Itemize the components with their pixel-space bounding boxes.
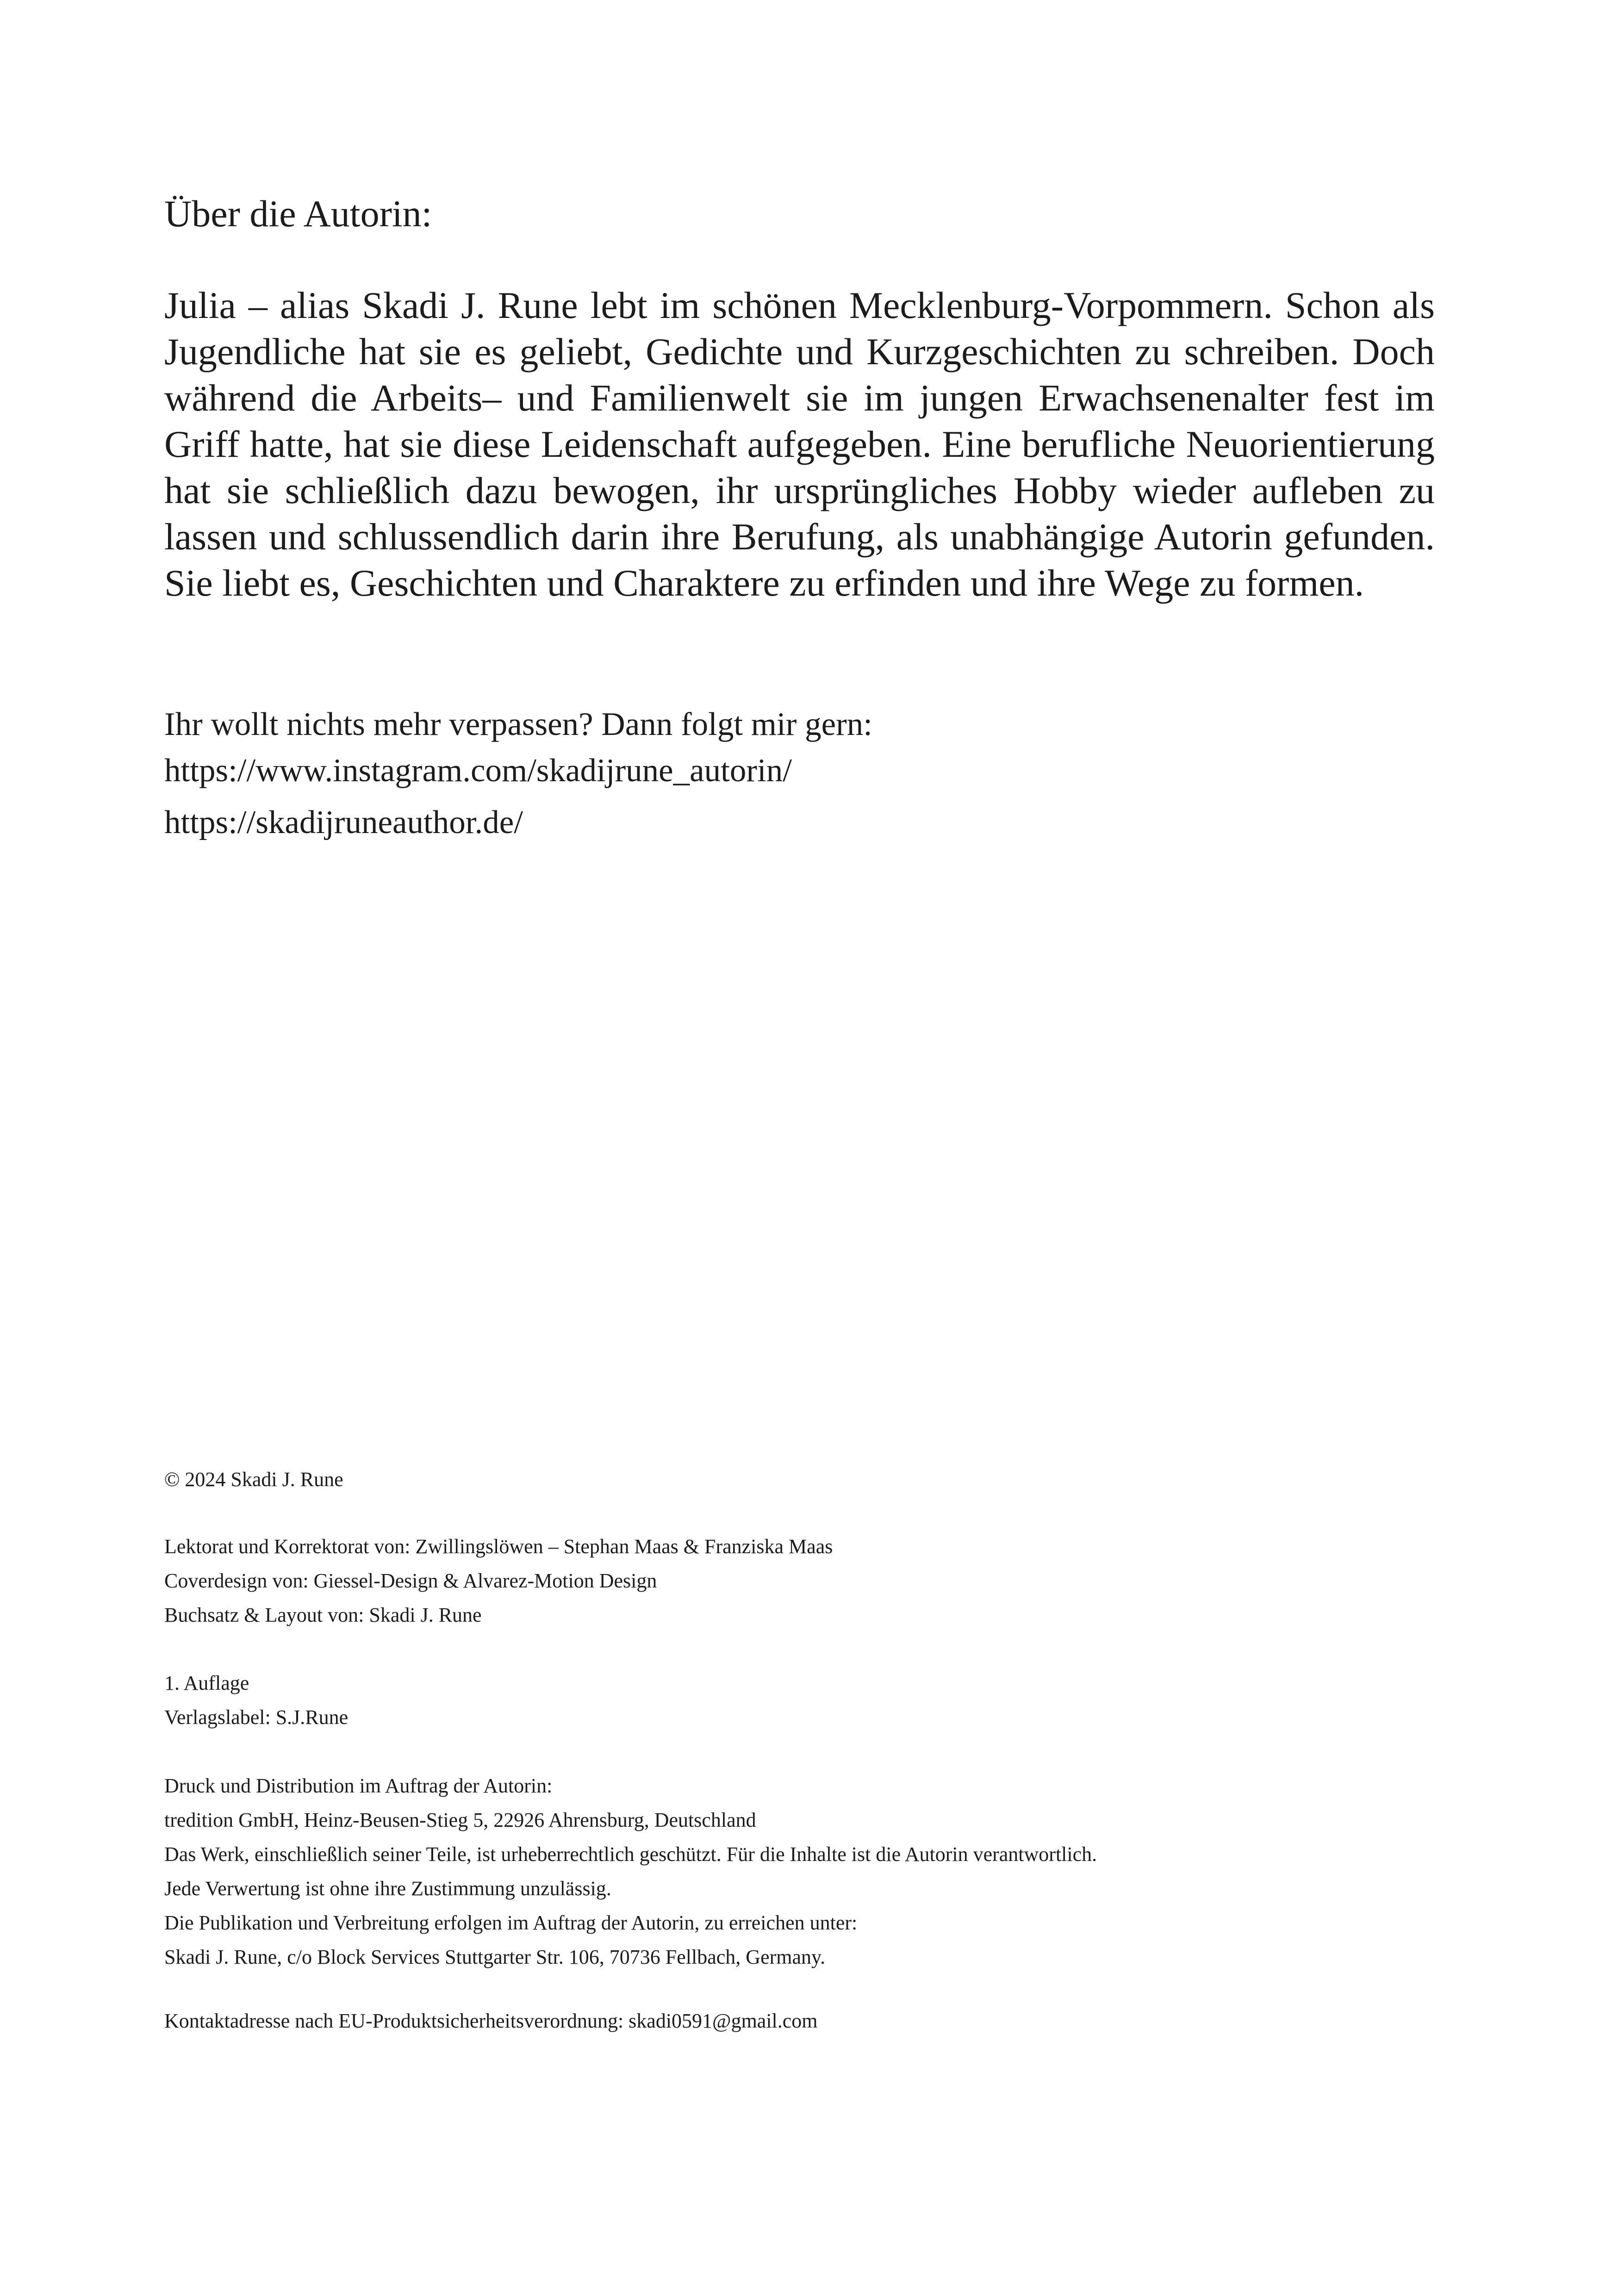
edition-block bbox=[164, 1666, 348, 1735]
instagram-link: https://www.instagram.com/skadijrune_autorin/ bbox=[164, 753, 792, 789]
legal-line-publication: Die Publikation und Verbreitung erfolgen im Auftrag der Autorin, zu erreichen unter: bbox=[164, 1911, 858, 1934]
legal-line-author-address: Skadi J. Rune, c/o Block Services Stuttgarter Str. 106, 70736 Fellbach, Germany. bbox=[164, 1946, 826, 1968]
credit-line-editing: Lektorat und Korrektorat von: Zwillingslöwen – Stephan Maas & Franziska Maas bbox=[164, 1535, 833, 1558]
publisher-label-line: Verlagslabel: S.J.Rune bbox=[164, 1706, 348, 1729]
author-bio: Julia – alias Skadi J. Rune lebt im schönen Mecklenburg-Vorpommern. Schon als Jugendliche hat sie es geliebt, Gedichte und Kurzgeschichten zu schreiben. Doch während die Arbeits– und Familienwelt sie im jungen Erwachsenenalter fest im Griff hatte, hat sie diese Leidenschaft aufgegeben. Eine berufliche Neuorientierung hat sie schließlich dazu bewogen, ihr ursprüngliches Hobby wieder aufleben zu lassen und schlussendlich darin ihre Berufung, als unabhängige Autorin gefunden. Sie liebt es, Geschichten und Charaktere zu erfinden und ihre Wege zu formen. bbox=[164, 284, 1435, 604]
contact-block bbox=[164, 2004, 818, 2038]
copyright-line: © 2024 Skadi J. Rune bbox=[164, 1468, 343, 1491]
about-author-heading: Über die Autorin: bbox=[164, 193, 432, 235]
credits-block bbox=[164, 1530, 833, 1632]
contact-line: Kontaktadresse nach EU-Produktsicherheitsverordnung: skadi0591@gmail.com bbox=[164, 2010, 818, 2032]
website-link: https://skadijruneauthor.de/ bbox=[164, 804, 523, 840]
copyright-notice bbox=[164, 1462, 343, 1497]
legal-line-consent: Jede Verwertung ist ohne ihre Zustimmung unzulässig. bbox=[164, 1877, 611, 1900]
credit-line-layout: Buchsatz & Layout von: Skadi J. Rune bbox=[164, 1604, 482, 1626]
legal-line-print: Druck und Distribution im Auftrag der Autorin: bbox=[164, 1774, 553, 1797]
legal-line-copyright: Das Werk, einschließlich seiner Teile, ist urheberrechtlich geschützt. Für die Inhalte ist die Autorin verantwortlich. bbox=[164, 1843, 1097, 1866]
follow-section bbox=[164, 701, 872, 794]
legal-line-printer-address: tredition GmbH, Heinz-Beusen-Stieg 5, 22926 Ahrensburg, Deutschland bbox=[164, 1809, 756, 1831]
legal-block bbox=[164, 1769, 1097, 1974]
follow-prompt: Ihr wollt nichts mehr verpassen? Dann folgt mir gern: bbox=[164, 706, 873, 742]
credit-line-cover: Coverdesign von: Giessel-Design & Alvarez-Motion Design bbox=[164, 1569, 657, 1592]
edition-line: 1. Auflage bbox=[164, 1672, 249, 1694]
